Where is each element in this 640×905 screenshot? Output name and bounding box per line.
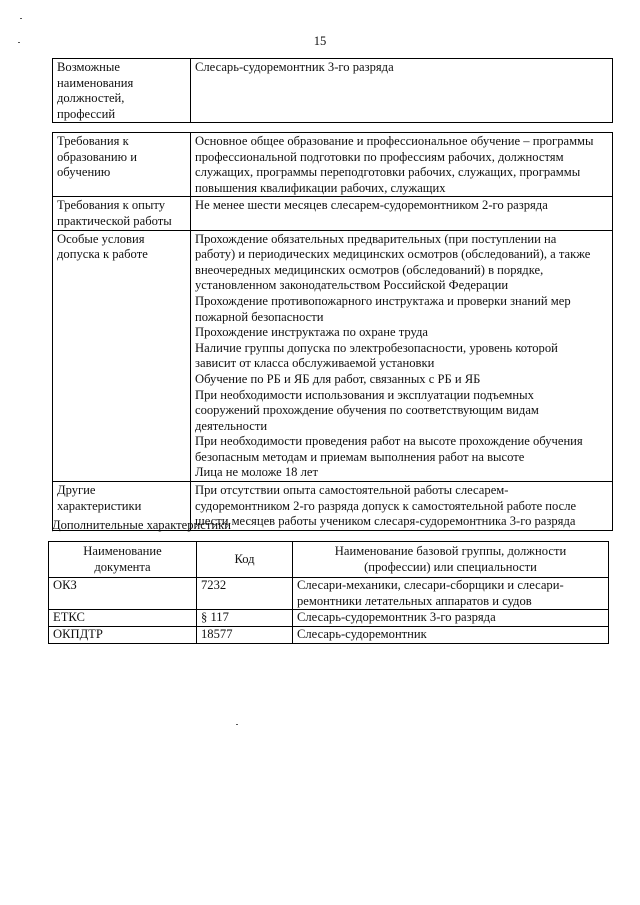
table-row [49,578,609,610]
page-number: 15 [313,34,327,48]
value-line: ремонтники летательных аппаратов и судов [297,593,532,608]
table-row [49,610,609,627]
scan-mark-top [20,18,22,19]
table-row [53,197,613,230]
label-line: Требования к [57,134,129,148]
experience-value [191,197,613,230]
table-row [53,59,613,123]
experience-label [53,197,191,230]
additional-characteristics-caption: Дополнительные характеристики [52,518,231,532]
header-line: Наименование базовой группы, должности [334,544,567,558]
value-line: внеочередных медицинских осмотров (обследований) в порядке, [195,262,544,277]
value-line: безопасным методам и приемам выполнения работ на высоте [195,449,525,464]
value-line: работу) и периодических медицинских осмотров (обследований), а также [195,247,591,262]
cell-doc: ЕТКС [49,610,197,627]
header-line: (профессии) или специальности [364,559,537,574]
cell-code: 18577 [197,626,293,643]
label-line: образованию и [57,149,137,164]
requirements-table [52,132,613,531]
cell-code: 7232 [197,578,293,610]
header-code [197,542,293,578]
value-line: Лица не моложе 18 лет [195,465,318,480]
value-line: профессиональной подготовки по профессиям рабочих, должностям [195,149,564,164]
cell-doc: ОКЗ [49,578,197,610]
value-line: При отсутствии опыта самостоятельной работы слесарем- [195,483,509,498]
header-base-group [293,542,609,578]
label-line: Особые условия [57,231,145,246]
value-line: зависит от класса обслуживаемой установки [195,356,435,371]
label-line: должностей, [57,91,125,106]
value-line: Не менее шести месяцев слесарем-судоремонтником 2-го разряда [195,198,548,213]
value-line: Слесарь-судоремонтник 3-го разряда [297,610,496,625]
table-row [49,626,609,643]
special-conditions-value [191,230,613,482]
label-line: обучению [57,165,111,180]
cell-name [293,626,609,643]
education-label [53,133,191,197]
value-line: установленном законодательством Российской Федерации [195,278,509,293]
job-titles-value [191,59,613,123]
value-line: Слесарь-судоремонтник 3-го разряда [195,60,394,74]
value-line: Слесарь-судоремонтник [297,626,427,641]
value-line: Наличие группы допуска по электробезопасности, уровень которой [195,340,558,355]
value-line: Основное общее образование и профессиональное обучение – программы [195,134,594,148]
education-value [191,133,613,197]
cell-name [293,578,609,610]
value-line: Обучение по РБ и ЯБ для работ, связанных с РБ и ЯБ [195,371,481,386]
label-line: наименования [57,75,134,90]
value-line: шести месяцев работы учеником слесаря-судоремонтника 3-го разряда [195,514,576,529]
job-titles-table [52,58,613,123]
value-line: пожарной безопасности [195,309,324,324]
cell-name [293,610,609,627]
value-line: сооружений прохождение обучения по соответствующим видам [195,403,539,418]
value-line: деятельности [195,418,268,433]
table-header-row [49,542,609,578]
value-line: повышения квалификации рабочих, служащих [195,180,446,195]
value-line: Прохождение инструктажа по охране труда [195,325,429,340]
special-conditions-label [53,230,191,482]
label-line: Требования к опыту [57,198,165,213]
header-line: документа [94,559,151,574]
label-line: Возможные [57,60,120,74]
job-titles-label [53,59,191,123]
value-line: служащих, программы переподготовки рабочих, служащих, программы [195,165,581,180]
header-line: Наименование [83,544,162,558]
label-line: характеристики [57,498,142,513]
header-line: Код [234,551,255,566]
value-line: При необходимости использования и эксплуатации подъемных [195,387,534,402]
value-line: Прохождение обязательных предварительных (при поступлении на [195,231,557,246]
cell-doc: ОКПДТР [49,626,197,643]
value-line: При необходимости проведения работ на высоте прохождение обучения [195,434,583,449]
additional-characteristics-table [48,541,609,644]
scan-mark-bottom [236,724,238,725]
label-line: профессий [57,106,116,121]
header-document [49,542,197,578]
table-row [53,230,613,482]
other-characteristics-value [191,482,613,531]
label-line: практической работы [57,213,172,228]
value-line: Слесари-механики, слесари-сборщики и слесари- [297,578,564,593]
value-line: судоремонтником 2-го разряда допуск к самостоятельной работе после [195,498,577,513]
table-row [53,133,613,197]
label-line: Другие [57,483,96,498]
label-line: допуска к работе [57,247,148,262]
cell-code: § 117 [197,610,293,627]
value-line: Прохождение противопожарного инструктажа и проверки знаний мер [195,293,571,308]
